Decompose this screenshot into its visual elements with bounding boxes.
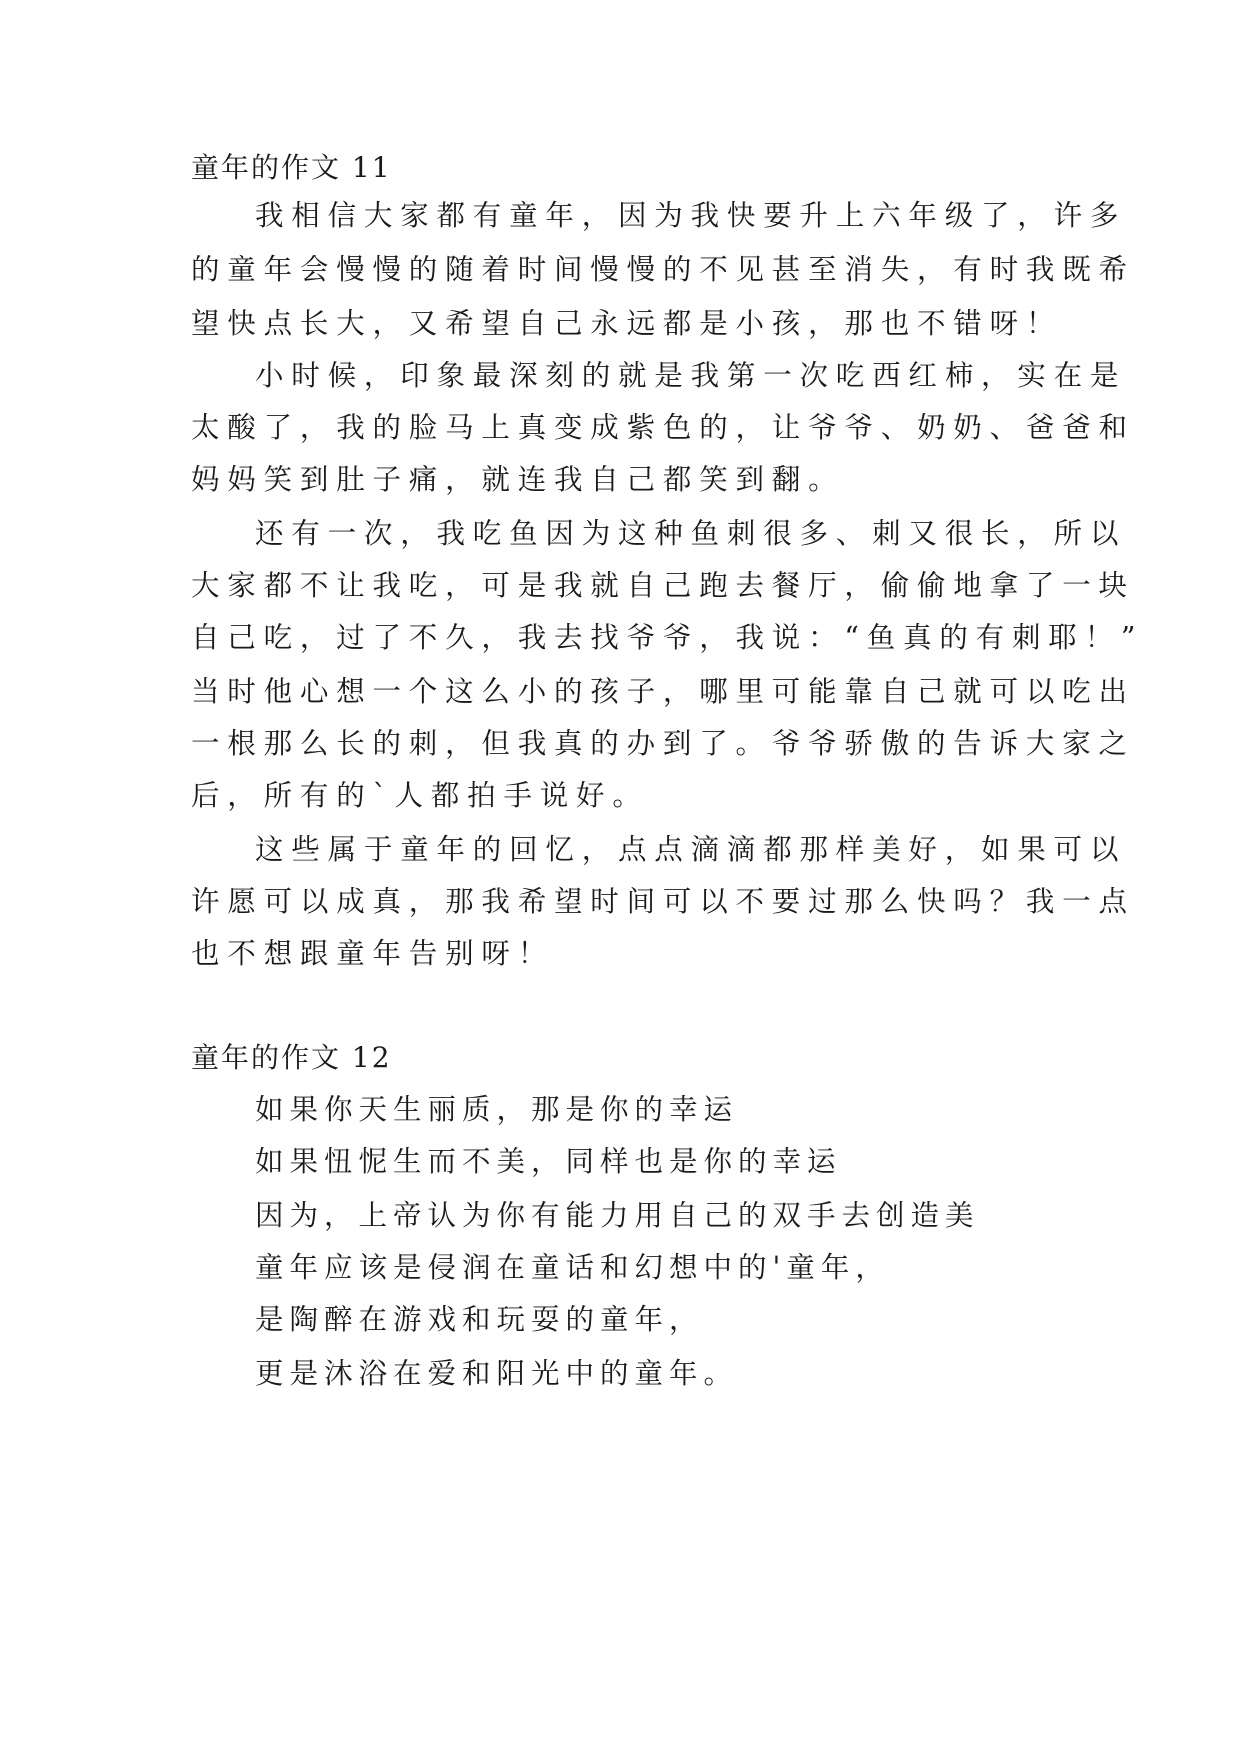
paragraph-line: 妈妈笑到肚子痛，就连我自己都笑到翻。 <box>191 463 845 496</box>
paragraph-line: 这些属于童年的回忆，点点滴滴都那样美好，如果可以 <box>255 833 1127 866</box>
poem-line: 更是沐浴在爱和阳光中的童年。 <box>255 1357 739 1390</box>
paragraph-line: 还有一次，我吃鱼因为这种鱼刺很多、刺又很长，所以 <box>255 517 1127 550</box>
poem-line: 因为，上帝认为你有能力用自己的双手去创造美 <box>255 1199 980 1232</box>
paragraph-line: 我相信大家都有童年，因为我快要升上六年级了，许多 <box>255 199 1127 232</box>
paragraph-line: 太酸了，我的脸马上真变成紫色的，让爷爷、奶奶、爸爸和 <box>191 411 1135 444</box>
section-title: 童年的作文 11 <box>191 151 392 184</box>
poem-line: 童年应该是侵润在童话和幻想中的'童年， <box>255 1251 890 1284</box>
paragraph-line: 小时候，印象最深刻的就是我第一次吃西红柿，实在是 <box>255 359 1127 392</box>
paragraph-line: 望快点长大，又希望自己永远都是小孩，那也不错呀！ <box>191 307 1063 340</box>
poem-line: 是陶醉在游戏和玩耍的童年， <box>255 1303 704 1336</box>
paragraph-line: 许愿可以成真，那我希望时间可以不要过那么快吗？我一点 <box>191 885 1135 918</box>
paragraph-line: 大家都不让我吃，可是我就自己跑去餐厅，偷偷地拿了一块 <box>191 569 1135 602</box>
poem-line: 如果忸怩生而不美，同样也是你的幸运 <box>255 1145 842 1178</box>
paragraph-line: 一根那么长的刺，但我真的办到了。爷爷骄傲的告诉大家之 <box>191 727 1135 760</box>
poem-line: 如果你天生丽质，那是你的幸运 <box>255 1093 739 1126</box>
paragraph-line: 后，所有的`人都拍手说好。 <box>191 779 649 812</box>
paragraph-line: 当时他心想一个这么小的孩子，哪里可能靠自己就可以吃出 <box>191 675 1135 708</box>
section-title: 童年的作文 12 <box>191 1041 392 1074</box>
paragraph-line: 也不想跟童年告别呀！ <box>191 937 555 970</box>
paragraph-line: 自己吃，过了不久，我去找爷爷，我说：“鱼真的有刺耶！” <box>191 621 1144 654</box>
paragraph-line: 的童年会慢慢的随着时间慢慢的不见甚至消失，有时我既希 <box>191 253 1135 286</box>
